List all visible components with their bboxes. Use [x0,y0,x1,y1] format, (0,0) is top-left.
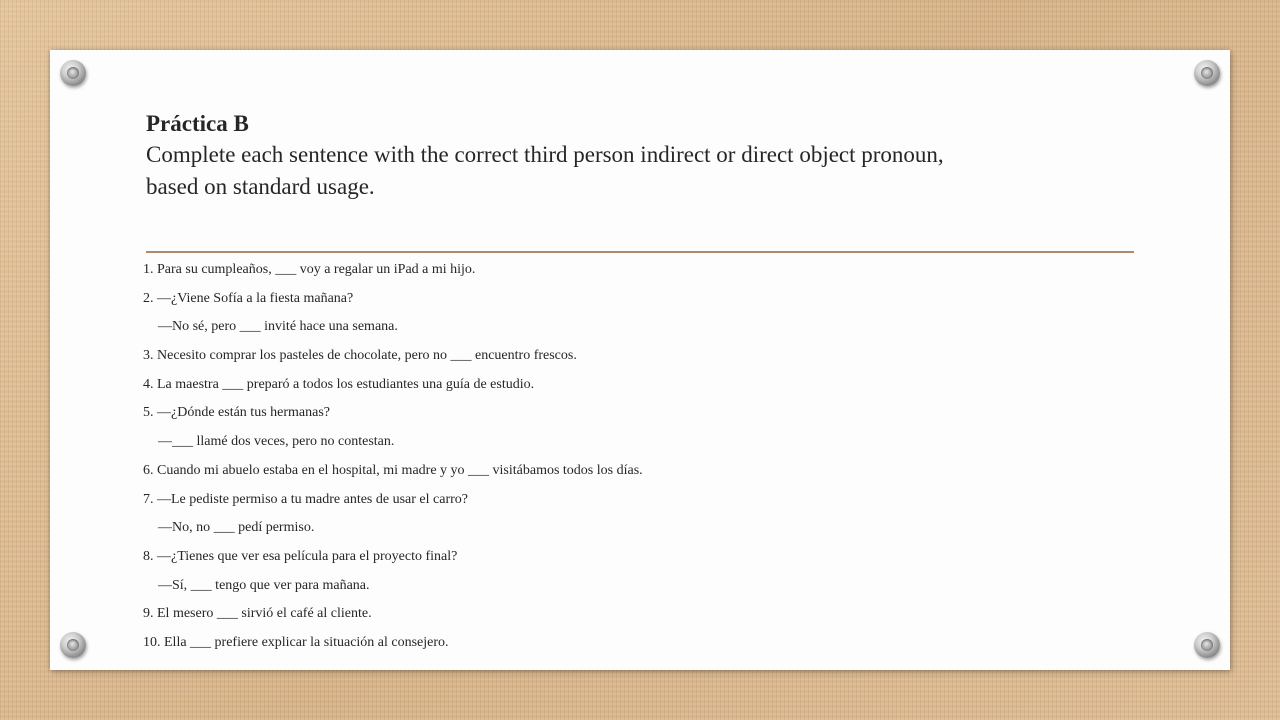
exercise-item: 9. El mesero ___ sirvió el café al cliente. [143,606,372,622]
pushpin-icon [1194,632,1220,658]
exercise-answer-line: ―No sé, pero ___ invité hace una semana. [158,319,398,335]
exercise-item: 3. Necesito comprar los pasteles de chocolate, pero no ___ encuentro frescos. [143,348,577,364]
exercise-item: 5. ―¿Dónde están tus hermanas? [143,405,330,421]
exercise-item: 7. ―Le pediste permiso a tu madre antes de usar el carro? [143,491,468,507]
exercise-list [143,256,1143,658]
slide [50,50,1230,670]
exercise-item: 6. Cuando mi abuelo estaba en el hospital, mi madre y yo ___ visitábamos todos los días. [143,462,643,478]
pushpin-icon [60,632,86,658]
exercise-item: 2. ―¿Viene Sofía a la fiesta mañana? [143,290,354,306]
exercise-item: 4. La maestra ___ preparó a todos los estudiantes una guía de estudio. [143,376,535,392]
exercise-answer-line: ―___ llamé dos veces, pero no contestan. [158,434,395,450]
pushpin-icon [60,60,86,86]
instructions-line: based on standard usage. [146,174,375,199]
exercise-item: 8. ―¿Tienes que ver esa película para el proyecto final? [143,548,458,564]
pushpin-icon [1194,60,1220,86]
exercise-item: 10. Ella ___ prefiere explicar la situación al consejero. [143,634,449,650]
exercise-answer-line: ―No, no ___ pedí permiso. [158,520,315,536]
instructions-line: Complete each sentence with the correct third person indirect or direct object pronoun, [146,142,944,167]
slide-title: Práctica B [146,111,249,136]
divider [146,251,1134,253]
instructions [146,139,1146,203]
exercise-item: 1. Para su cumpleaños, ___ voy a regalar un iPad a mi hijo. [143,262,476,277]
exercise-answer-line: ―Sí, ___ tengo que ver para mañana. [158,577,370,593]
title-block [146,110,1146,203]
